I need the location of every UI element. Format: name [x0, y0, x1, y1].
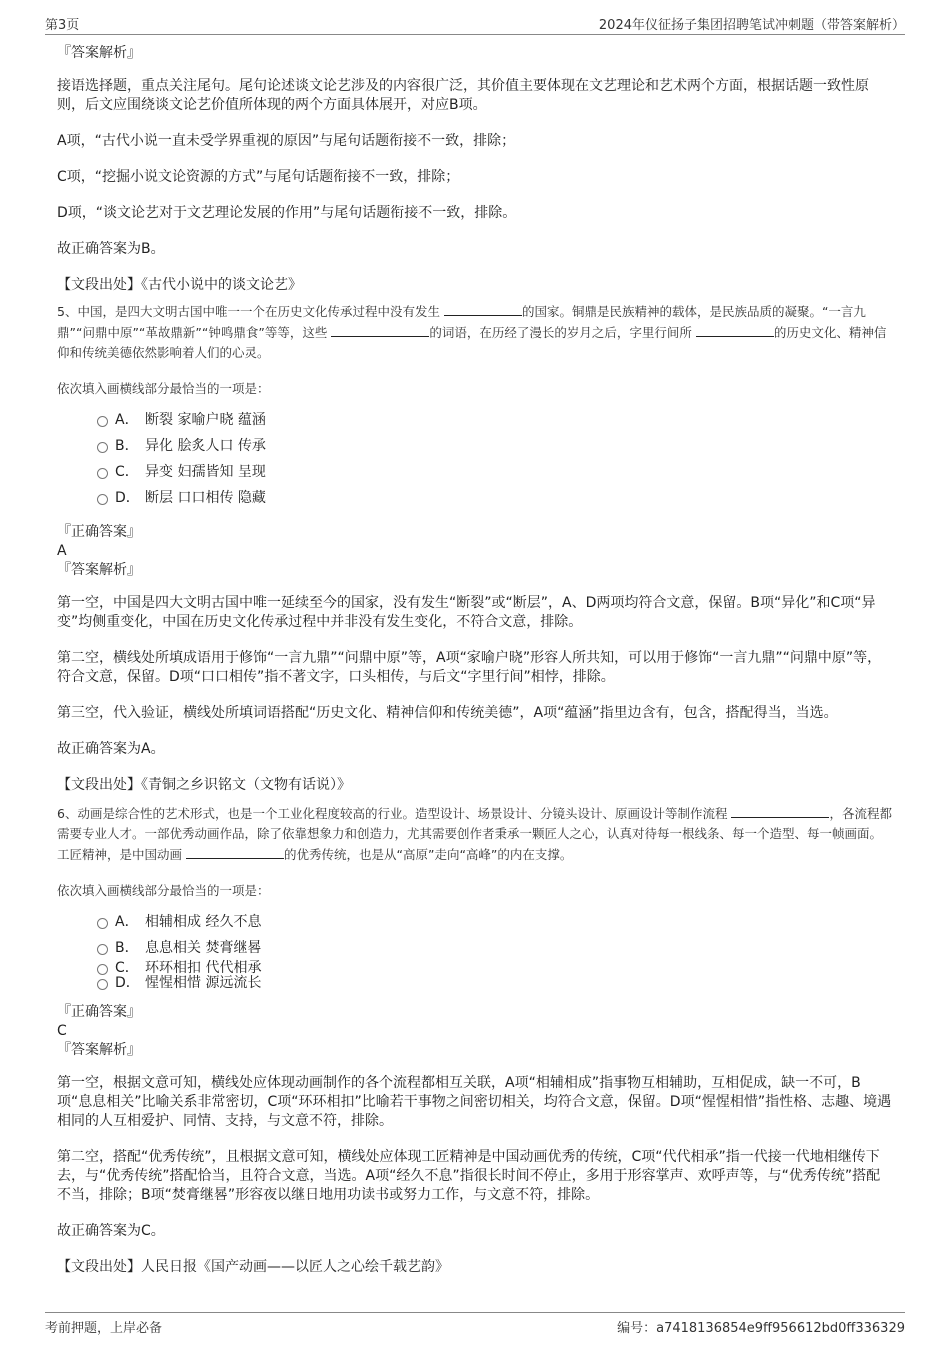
analysis-text: 接语选择题，重点关注尾句。尾句论述谈文论艺涉及的内容很广泛，其价值主要体现在文艺理论和艺术两个方面，根据话题一致性原则，后文应围绕谈文论艺价值所体现的两个方面具体展开，对应B项。 — [57, 78, 869, 113]
stem-part: 的历史文化、精神信仰和传统美德依然影响着人们的心灵。 — [57, 325, 887, 360]
option-d[interactable] — [97, 485, 893, 511]
radio-button[interactable] — [97, 918, 108, 929]
answer-mark: 『正确答案』 — [57, 1004, 141, 1020]
stem-part: 的优秀传统，也是从“高原”走向“高峰”的内在支撑。 — [284, 847, 573, 862]
conclusion: 故正确答案为C。 — [57, 1223, 165, 1239]
option-text: 断层 口口相传 隐藏 — [145, 490, 266, 506]
blank-line — [696, 322, 774, 337]
option-label: B． — [115, 940, 139, 956]
blank-line — [731, 803, 829, 818]
blank-line — [186, 844, 284, 859]
radio-button[interactable] — [97, 416, 108, 427]
footer-slogan: 考前押题，上岸必备 — [45, 1321, 163, 1336]
option-b[interactable] — [97, 433, 893, 459]
option-text: 断裂 家喻户晓 蕴涵 — [145, 412, 266, 428]
option-label: A． — [115, 914, 139, 930]
analysis-option-d: D项，“谈文论艺对于文艺理论发展的作用”与尾句话题衔接不一致，排除。 — [57, 205, 517, 221]
analysis-text: 第二空，横线处所填成语用于修饰“一言九鼎”“问鼎中原”等，A项“家喻户晓”形容人所共知，可以用于修饰“一言九鼎”“问鼎中原”等，符合文意，保留。D项“口口相传”指不著文字，口头相传，与后文“字里行间”相悖，排除。 — [57, 650, 882, 685]
radio-button[interactable] — [97, 468, 108, 479]
question-5 — [57, 301, 893, 795]
page-header — [45, 14, 905, 35]
stem-part: 5、中国，是四大文明古国中唯一一个在历史文化传承过程中没有发生 — [57, 304, 440, 319]
stem-part: 6、动画是综合性的艺术形式，也是一个工业化程度较高的行业。造型设计、场景设计、分镜头设计、原画设计等制作流程 — [57, 806, 728, 821]
stem-part: ，各流程都需要专业人才。一部优秀动画作品，除了依靠想象力和创造力，尤其需要创作者秉承一颗匠人之心，认真对待每一根线条、每一个造型、每一帧画面。工匠精神，是中国动画 — [57, 806, 892, 862]
option-label: C． — [115, 960, 139, 976]
radio-button[interactable] — [97, 442, 108, 453]
option-c[interactable] — [97, 961, 893, 976]
page-number: 第3页 — [45, 18, 80, 33]
option-text: 异变 妇孺皆知 呈现 — [145, 464, 266, 480]
question-stem — [57, 301, 893, 363]
answer-mark: 『正确答案』 — [57, 524, 141, 540]
option-label: B． — [115, 438, 139, 454]
answer-value: C — [57, 1023, 67, 1039]
option-text: 相辅相成 经久不息 — [145, 914, 262, 930]
source: 【文段出处】《青铜之乡识铭文（文物有话说）》 — [57, 777, 351, 793]
option-text: 惺惺相惜 源远流长 — [145, 975, 262, 991]
radio-button[interactable] — [97, 964, 108, 975]
stem-part: 的国家。铜鼎是民族精神的载体，是民族品质的凝聚。“一言九鼎”“问鼎中原”“革故鼎新”“钟鸣鼎食”等等，这些 — [57, 304, 866, 340]
option-text: 异化 脍炙人口 传承 — [145, 438, 266, 454]
analysis-text: 第一空，中国是四大文明古国中唯一延续至今的国家，没有发生“断裂”或“断层”，A、D两项均符合文意，保留。B项“异化”和C项“异变”均侧重变化，中国在历史文化传承过程中并非没有发生变化，不符合文意，排除。 — [57, 595, 876, 630]
option-text: 环环相扣 代代相承 — [145, 960, 262, 976]
main-content — [57, 44, 893, 1294]
blank-line — [444, 301, 522, 316]
question-4-analysis — [57, 44, 893, 295]
question-stem — [57, 803, 893, 865]
option-b[interactable] — [97, 935, 893, 961]
source: 【文段出处】人民日报《国产动画——以匠人之心绘千载艺韵》 — [57, 1259, 449, 1275]
analysis-mark: 『答案解析』 — [57, 45, 141, 61]
analysis-option-a: A项，“古代小说一直未受学界重视的原因”与尾句话题衔接不一致，排除； — [57, 133, 516, 149]
answer-value: A — [57, 543, 67, 559]
analysis-text: 第一空，根据文意可知，横线处应体现动画制作的各个流程都相互关联，A项“相辅相成”指事物互相辅助，互相促成，缺一不可，B项“息息相关”比喻关系非常密切，C项“环环相扣”比喻若干事物之间密切相关，均符合文意，保留。D项“惺惺相惜”指性格、志趣、境遇相同的人互相爱护、同情、支持，与文意不符，排除。 — [57, 1075, 892, 1129]
question-prompt: 依次填入画横线部分最恰当的一项是： — [57, 883, 270, 898]
option-label: C． — [115, 464, 139, 480]
analysis-text: 第三空，代入验证，横线处所填词语搭配“历史文化、精神信仰和传统美德”，A项“蕴涵”指里边含有，包含，搭配得当，当选。 — [57, 705, 838, 721]
option-label: A． — [115, 412, 139, 428]
conclusion: 故正确答案为B。 — [57, 241, 165, 257]
document-title: 2024年仪征扬子集团招聘笔试冲刺题（带答案解析） — [598, 18, 905, 33]
analysis-mark: 『答案解析』 — [57, 562, 141, 578]
options-list — [97, 407, 893, 511]
stem-part: 的词语，在历经了漫长的岁月之后，字里行间所 — [429, 325, 692, 340]
option-text: 息息相关 焚膏继晷 — [145, 940, 262, 956]
radio-button[interactable] — [97, 979, 108, 990]
option-a[interactable] — [97, 407, 893, 433]
option-a[interactable] — [97, 909, 893, 935]
analysis-mark: 『答案解析』 — [57, 1042, 141, 1058]
document-code: 编号：a7418136854e9ff956612bd0ff336329 — [617, 1321, 905, 1336]
analysis-option-c: C项，“挖掘小说文论资源的方式”与尾句话题衔接不一致，排除； — [57, 169, 460, 185]
option-c[interactable] — [97, 459, 893, 485]
option-label: D． — [115, 975, 140, 991]
question-prompt: 依次填入画横线部分最恰当的一项是： — [57, 381, 270, 396]
source: 【文段出处】《古代小说中的谈文论艺》 — [57, 277, 302, 293]
conclusion: 故正确答案为A。 — [57, 741, 165, 757]
page-footer — [45, 1312, 905, 1337]
analysis-text: 第二空，搭配“优秀传统”，且根据文意可知，横线处应体现工匠精神是中国动画优秀的传统，C项“代代相承”指一代接一代地相继传下去，与“优秀传统”搭配恰当，且符合文意，当选。A项“经久不息”指很长时间不停止，多用于形容掌声、欢呼声等，与“优秀传统”搭配不当，排除；B项“焚膏继晷”形容夜以继日地用功读书或努力工作，与文意不符，排除。 — [57, 1149, 881, 1203]
option-label: D． — [115, 490, 140, 506]
option-d[interactable] — [97, 976, 893, 991]
question-6 — [57, 803, 893, 1277]
radio-button[interactable] — [97, 494, 108, 505]
options-list — [97, 909, 893, 991]
blank-line — [331, 322, 429, 337]
radio-button[interactable] — [97, 944, 108, 955]
